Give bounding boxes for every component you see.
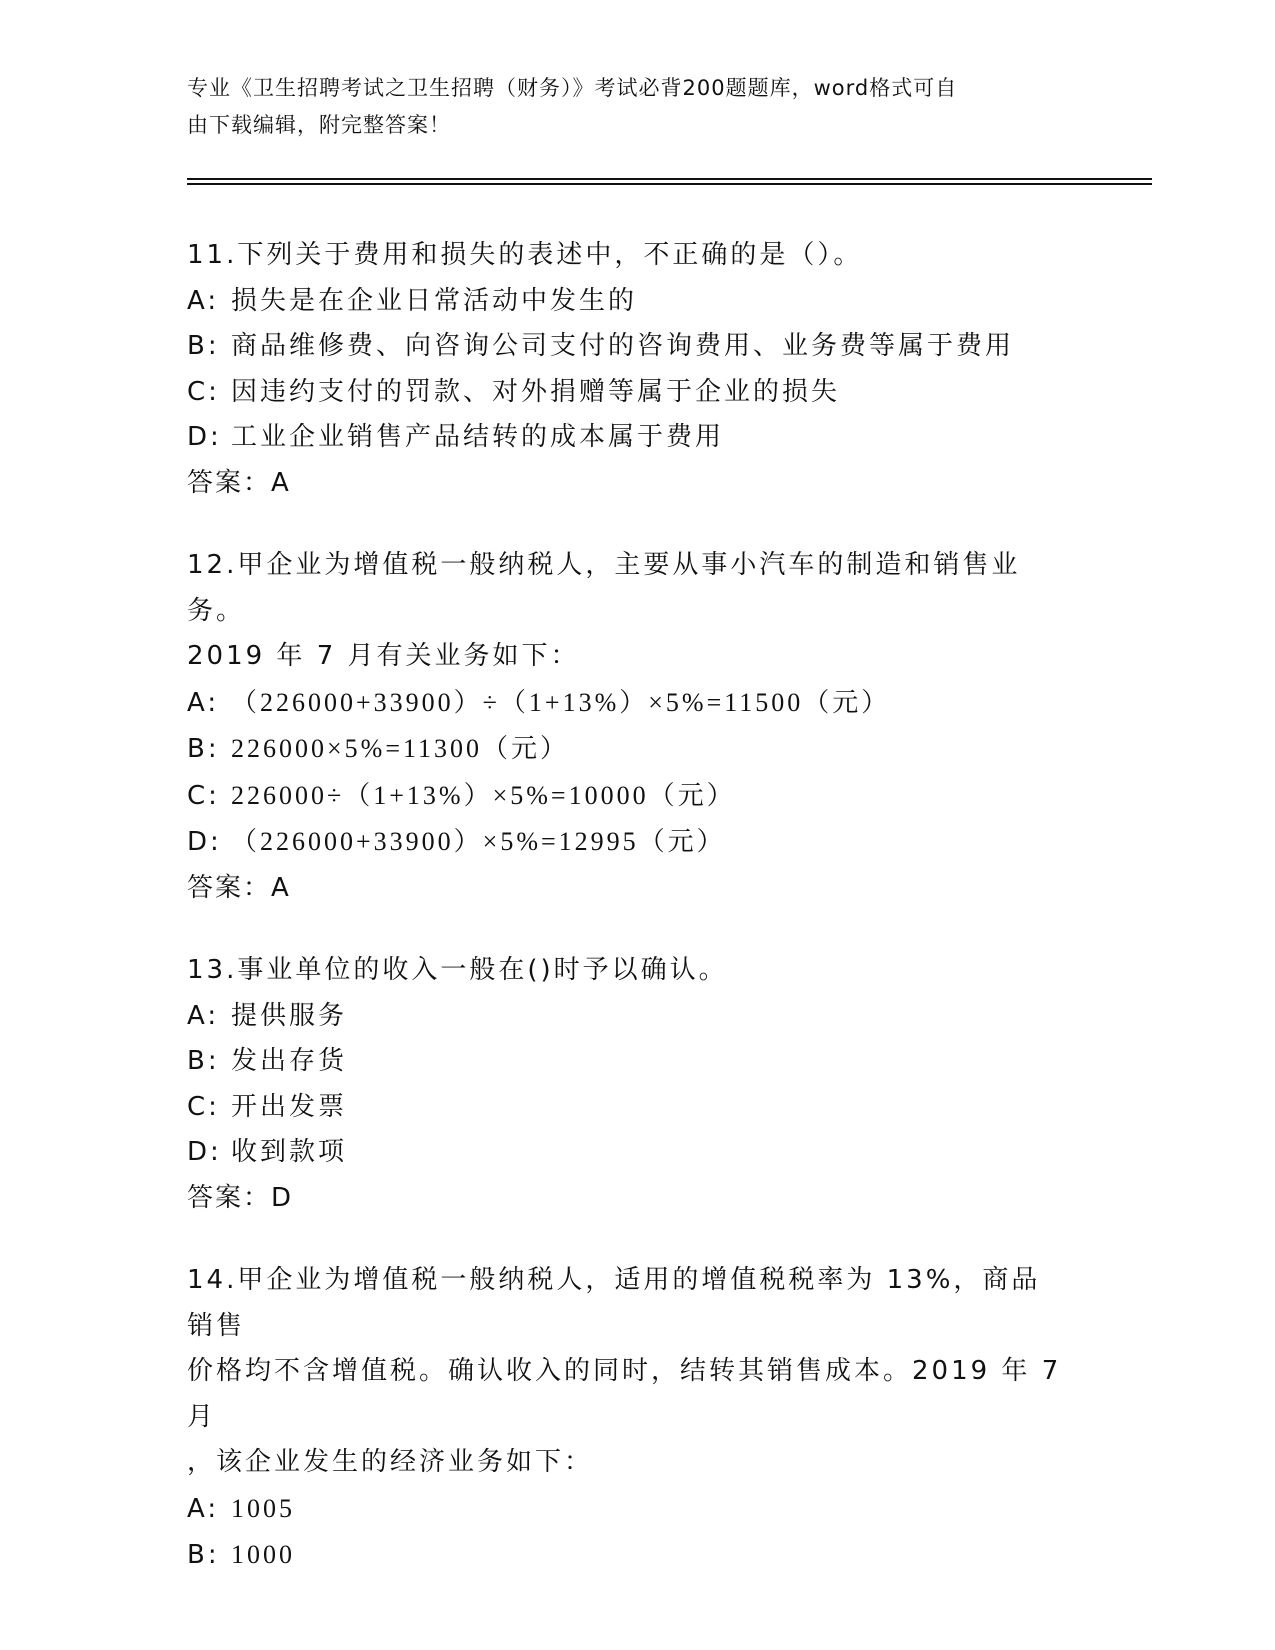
option-d <box>187 1130 1067 1176</box>
option-c <box>187 370 1067 416</box>
option-d <box>187 819 1067 866</box>
option-text: （226000+33900）÷（1+13%）×5%=11500（元） <box>231 687 891 717</box>
option-text: 1005 <box>231 1493 295 1523</box>
option-letter: A: <box>187 687 220 718</box>
answer-line: 答案：D <box>187 1182 294 1213</box>
header-rule-top <box>187 178 1152 180</box>
option-text: 1000 <box>231 1540 295 1569</box>
option-b <box>187 726 1067 773</box>
option-b <box>187 1532 1067 1579</box>
answer-line: 答案：A <box>187 467 291 498</box>
option-letter: C: <box>187 1091 220 1122</box>
document-header <box>187 70 1067 144</box>
question-stem: 12.甲企业为增值税一般纳税人，主要从事小汽车的制造和销售业务。 <box>187 550 1021 626</box>
option-letter: C: <box>187 780 220 811</box>
question-stem: ，该企业发生的经济业务如下： <box>187 1447 594 1477</box>
option-a <box>187 680 1067 727</box>
option-a <box>187 994 1067 1040</box>
option-text: 开出发票 <box>231 1091 348 1122</box>
option-letter: B: <box>187 1540 220 1570</box>
option-text: 因违约支付的罚款、对外捐赠等属于企业的损失 <box>231 376 841 407</box>
option-letter: C: <box>187 376 220 407</box>
question-stem: 11.下列关于费用和损失的表述中，不正确的是（）。 <box>187 240 863 270</box>
question-11 <box>187 233 1067 506</box>
header-line-1: 专业《卫生招聘考试之卫生招聘（财务）》考试必背200题题库，word格式可自 <box>187 76 958 100</box>
option-text: 收到款项 <box>231 1137 348 1167</box>
option-text: （226000+33900）×5%=12995（元） <box>231 827 726 856</box>
option-text: 226000×5%=11300（元） <box>231 734 570 763</box>
answer-line: 答案：A <box>187 872 291 903</box>
question-13 <box>187 948 1067 1221</box>
option-letter: B: <box>187 734 220 764</box>
question-stem: 价格均不含增值税。确认收入的同时，结转其销售成本。2019 年 7 月 <box>187 1356 1073 1432</box>
option-c <box>187 1085 1067 1131</box>
question-12 <box>187 543 1067 911</box>
option-b <box>187 1039 1067 1085</box>
option-a <box>187 1486 1067 1533</box>
option-letter: D: <box>187 1137 222 1167</box>
option-text: 损失是在企业日常活动中发生的 <box>231 285 638 316</box>
option-a <box>187 279 1067 325</box>
option-letter: A: <box>187 1000 220 1031</box>
option-c <box>187 773 1067 820</box>
question-14 <box>187 1258 1073 1579</box>
header-line-2: 由下载编辑，附完整答案！ <box>187 113 451 137</box>
option-text: 工业企业销售产品结转的成本属于费用 <box>231 422 725 452</box>
question-stem: 14.甲企业为增值税一般纳税人，适用的增值税税率为 13%，商品销售 <box>187 1265 1041 1341</box>
option-text: 商品维修费、向咨询公司支付的咨询费用、业务费等属于费用 <box>231 331 1015 361</box>
option-letter: D: <box>187 422 222 452</box>
header-rule-bottom <box>187 183 1152 185</box>
option-b <box>187 324 1067 370</box>
option-text: 发出存货 <box>231 1046 348 1076</box>
option-text: 提供服务 <box>231 1000 348 1031</box>
option-letter: D: <box>187 827 222 857</box>
option-letter: B: <box>187 331 220 361</box>
option-letter: A: <box>187 1493 220 1524</box>
question-stem: 2019 年 7 月有关业务如下： <box>187 641 580 671</box>
option-letter: B: <box>187 1046 220 1076</box>
question-stem: 13.事业单位的收入一般在()时予以确认。 <box>187 955 728 985</box>
question-list <box>187 233 1073 1616</box>
option-text: 226000÷（1+13%）×5%=10000（元） <box>231 780 736 810</box>
option-letter: A: <box>187 285 220 316</box>
option-d <box>187 415 1067 461</box>
